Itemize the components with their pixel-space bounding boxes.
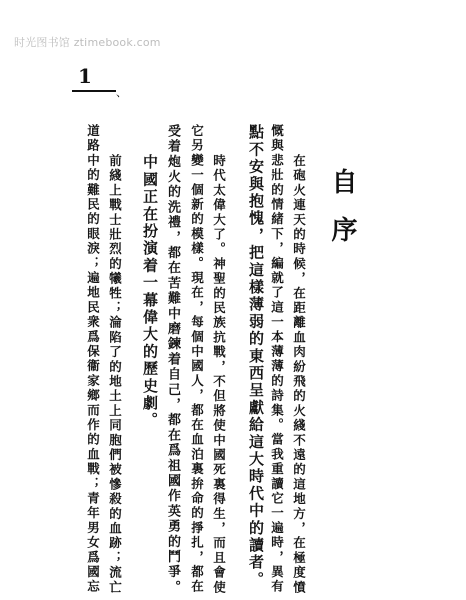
page-number: 1 (78, 64, 92, 88)
text-column-8: 前綫上戰士壯烈的犧牲；淪陷了的地土上同胞們被慘殺的血跡；流亡 (107, 154, 123, 595)
page-number-rule (72, 90, 116, 92)
text-column-6: 受着炮火的洗禮，都在苦難中磨鍊着自己，都在爲祖國作英勇的鬥爭。 (165, 124, 180, 596)
page-title: 自序 (327, 168, 357, 264)
page-number-mark: 、 (116, 86, 127, 99)
text-column-4: 時代太偉大了。神聖的民族抗戰，不但將使中國死裏得生，而且會使 (211, 154, 227, 595)
watermark: 时光图书馆 ztimebook.com (14, 36, 161, 49)
text-column-2: 慨與悲壯的情緒下，編就了這一本薄薄的詩集。當我重讀它一遍時，異有 (269, 124, 285, 595)
text-column-9: 道路中的難民的眼淚；遍地民衆爲保衞家鄉而作的血戰；青年男女爲國忘 (85, 124, 101, 595)
text-column-3: 點不安與抱愧，把這樣薄弱的東西呈獻給這大時代中的讀者。 (247, 124, 265, 589)
text-column-7: 中國正在扮演着一幕偉大的歷史劇。 (141, 154, 159, 430)
text-column-1: 在砲火連天的時候，在距離血肉紛飛的火綫不遠的這地方，在極度憤 (291, 154, 307, 595)
text-column-5: 它另變一個新的模樣。現在，每個中國人，都在血泊裏拚命的掙扎，都在 (189, 124, 205, 595)
